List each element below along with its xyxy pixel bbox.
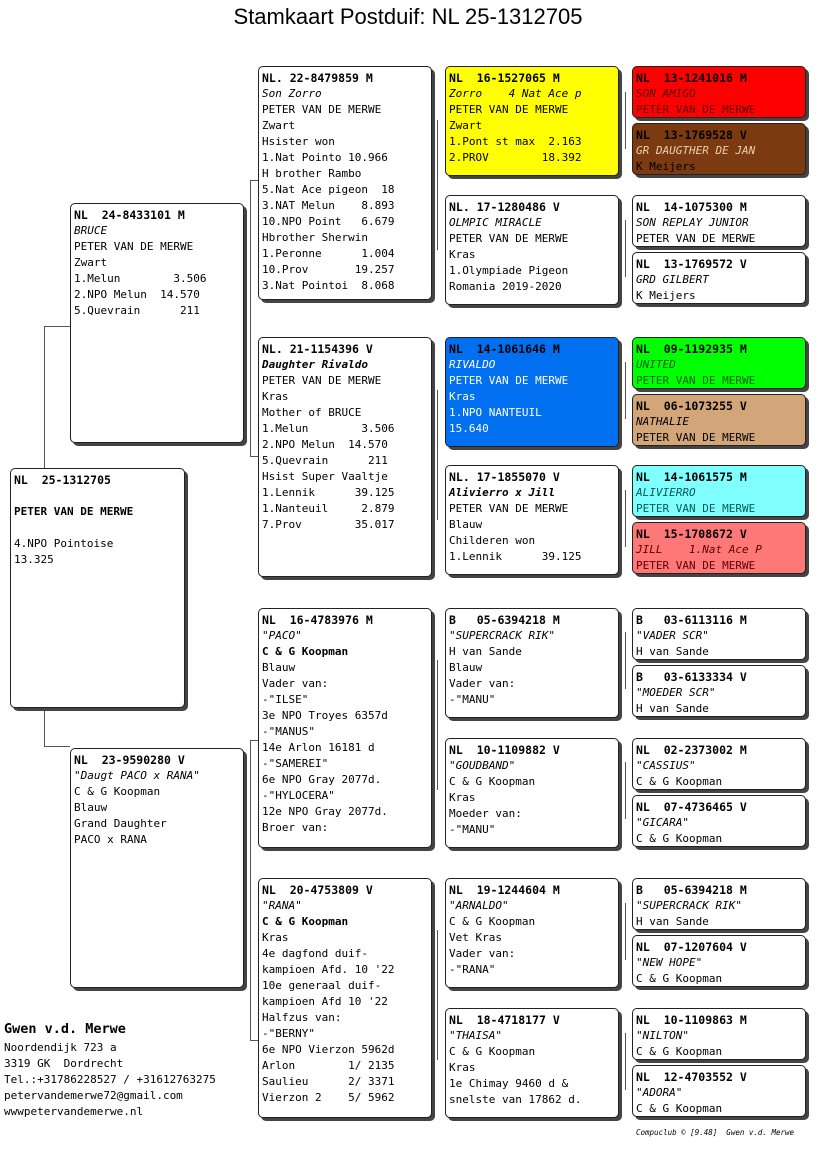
ancestor-card[interactable] xyxy=(632,465,806,517)
ring-number: NL 19-1244604 M xyxy=(449,883,560,897)
pigeon-name: Zorro 4 Nat Ace p xyxy=(449,87,582,100)
ancestor-card[interactable] xyxy=(632,878,806,930)
detail-line: Blauw xyxy=(449,661,483,674)
detail-line: 1.Melun 3.506 xyxy=(74,272,207,285)
pigeon-name: GRD GILBERT xyxy=(636,273,709,286)
ring-number: NL 14-1075300 M xyxy=(636,200,747,214)
pigeon-name: "VADER SCR" xyxy=(636,629,709,642)
ancestor-card[interactable] xyxy=(632,795,806,847)
detail-line: 1.Lennik 39.125 xyxy=(262,486,395,499)
owner: H van Sande xyxy=(636,702,709,715)
ring-number: NL 10-1109882 V xyxy=(449,743,560,757)
detail-line: Blauw xyxy=(262,661,296,674)
detail-line: -"HYLOCERA" xyxy=(262,789,335,802)
ring-number: NL 13-1769572 V xyxy=(636,257,747,271)
breeder-city: 3319 GK Dordrecht xyxy=(4,1057,124,1070)
pigeon-name: JILL 1.Nat Ace P xyxy=(636,543,762,556)
owner: C & G Koopman xyxy=(636,972,723,985)
detail-line: Romania 2019-2020 xyxy=(449,280,562,293)
ring-number: NL 13-1241016 M xyxy=(636,71,747,85)
ancestor-card[interactable] xyxy=(632,66,806,118)
connector-line xyxy=(625,762,626,819)
detail-line: Hsist Super Vaaltje xyxy=(262,470,388,483)
pigeon-name: "RANA" xyxy=(262,899,302,912)
ring-number: NL 09-1192935 M xyxy=(636,342,747,356)
pigeon-name: "ADORA" xyxy=(636,1086,683,1099)
detail-line: 10.NPO Point 6.679 xyxy=(262,215,395,228)
detail-line: 6e NPO Gray 2077d. xyxy=(262,773,382,786)
detail-line: kampioen Afd 10 '22 xyxy=(262,995,388,1008)
owner: K Meijers xyxy=(636,160,696,173)
great-grandparent-card[interactable] xyxy=(445,878,619,988)
owner: PETER VAN DE MERWE xyxy=(636,103,756,116)
ancestor-card[interactable] xyxy=(632,935,806,987)
owner: PETER VAN DE MERWE xyxy=(636,559,756,572)
dam-card[interactable] xyxy=(70,748,244,988)
detail-line: -"ILSE" xyxy=(262,693,309,706)
great-grandparent-card[interactable] xyxy=(445,195,619,305)
ancestor-card[interactable] xyxy=(632,337,806,389)
owner: PETER VAN DE MERWE xyxy=(74,240,194,253)
ring-number: NL 07-4736465 V xyxy=(636,800,747,814)
detail-line: Hsister won xyxy=(262,135,335,148)
detail-line: 3.Nat Pointoi 8.068 xyxy=(262,279,395,292)
pigeon-name: "Daugt PACO x RANA" xyxy=(74,769,200,782)
ancestor-card[interactable] xyxy=(632,1008,806,1060)
ring-number: NL 15-1708672 V xyxy=(636,527,747,541)
connector-line xyxy=(44,326,70,327)
detail-line: snelste van 17862 d. xyxy=(449,1093,582,1106)
ring-number: B 05-6394218 M xyxy=(449,613,560,627)
connector-line xyxy=(625,362,626,419)
detail-line: Saulieu 2/ 3371 xyxy=(262,1075,395,1088)
ring-number: NL 25-1312705 xyxy=(14,473,111,487)
detail-line: Moeder van: xyxy=(449,807,522,820)
owner: PETER VAN DE MERWE xyxy=(262,103,382,116)
connector-line xyxy=(625,490,626,547)
breeder-address: Noordendijk 723 a xyxy=(4,1041,117,1054)
great-grandparent-card[interactable] xyxy=(445,1008,619,1118)
detail-line: 1e Chimay 9460 d & xyxy=(449,1077,569,1090)
detail-line: Halfzus van: xyxy=(262,1011,342,1024)
footer-credit: Compuclub © [9.48] Gwen v.d. Merwe xyxy=(636,1128,795,1137)
owner: PETER VAN DE MERWE xyxy=(449,103,569,116)
pigeon-name: "CASSIUS" xyxy=(636,759,696,772)
detail-line: Vader van: xyxy=(449,947,516,960)
pigeon-name: Daughter Rivaldo xyxy=(262,358,368,371)
pigeon-name: "ARNALDO" xyxy=(449,899,509,912)
owner: PETER VAN DE MERWE xyxy=(636,431,756,444)
detail-line: 3.NAT Melun 8.893 xyxy=(262,199,395,212)
breeder-info xyxy=(4,1018,216,1120)
detail-line: 13.325 xyxy=(14,553,54,566)
detail-line: H brother Rambo xyxy=(262,167,362,180)
detail-line: 1.NPO NANTEUIL xyxy=(449,406,542,419)
pigeon-name: BRUCE xyxy=(74,224,108,237)
ring-number: NL 14-1061646 M xyxy=(449,342,560,356)
ring-number: NL. 17-1855070 V xyxy=(449,470,560,484)
grandparent-card[interactable] xyxy=(258,66,432,300)
pigeon-name: "THAISA" xyxy=(449,1029,502,1042)
pigeon-name: OLMPIC MIRACLE xyxy=(449,216,542,229)
ancestor-card[interactable] xyxy=(632,1065,806,1117)
detail-line: 4.NPO Pointoise xyxy=(14,537,114,550)
detail-line: Blauw xyxy=(449,518,483,531)
connector-line xyxy=(437,120,438,250)
connector-line xyxy=(437,390,438,520)
detail-line: 3e NPO Troyes 6357d xyxy=(262,709,388,722)
detail-line: 1.Pont st max 2.163 xyxy=(449,135,582,148)
owner: C & G Koopman xyxy=(636,775,723,788)
pigeon-name: "SUPERCRACK RIK" xyxy=(449,629,555,642)
ring-number: NL 02-2373002 M xyxy=(636,743,747,757)
detail-line: -"MANUS" xyxy=(262,725,315,738)
ancestor-card[interactable] xyxy=(632,394,806,446)
detail-line: Kras xyxy=(449,390,476,403)
connector-line xyxy=(250,456,258,457)
ring-number: NL 16-1527065 M xyxy=(449,71,560,85)
detail-line: Kras xyxy=(449,791,476,804)
owner: PETER VAN DE MERWE xyxy=(636,502,756,515)
breeder-website[interactable]: wwwpetervandemerwe.nl xyxy=(4,1105,144,1118)
detail-line: Arlon 1/ 2135 xyxy=(262,1059,395,1072)
ring-number: NL. 17-1280486 V xyxy=(449,200,560,214)
pigeon-name: UNITED xyxy=(636,358,676,371)
breeder-email[interactable]: petervandemerwe72@gmail.com xyxy=(4,1089,183,1102)
ring-number: NL 10-1109863 M xyxy=(636,1013,747,1027)
pigeon-name: ALIVIERRO xyxy=(636,486,696,499)
subject-pigeon-card[interactable] xyxy=(10,468,185,708)
ring-number: NL 23-9590280 V xyxy=(74,753,185,767)
ring-number: B 03-6133334 V xyxy=(636,670,747,684)
connector-line xyxy=(437,930,438,1060)
owner: C & G Koopman xyxy=(449,1045,536,1058)
breeder-name: Gwen v.d. Merwe xyxy=(4,1021,126,1037)
ancestor-card[interactable] xyxy=(632,195,806,247)
ring-number: NL 07-1207604 V xyxy=(636,940,747,954)
owner: C & G Koopman xyxy=(636,832,723,845)
owner: PETER VAN DE MERWE xyxy=(636,232,756,245)
detail-line: Kras xyxy=(449,1061,476,1074)
owner: H van Sande xyxy=(449,645,522,658)
pigeon-name: "PACO" xyxy=(262,629,302,642)
detail-line: -"MANU" xyxy=(449,823,496,836)
detail-line: 5.Nat Ace pigeon 18 xyxy=(262,183,395,196)
grandparent-card[interactable] xyxy=(258,878,432,1118)
ancestor-card[interactable] xyxy=(632,252,806,304)
connector-line xyxy=(250,180,258,181)
owner: C & G Koopman xyxy=(636,1045,723,1058)
detail-line: 6e NPO Vierzon 5962d xyxy=(262,1043,395,1056)
ring-number: NL 14-1061575 M xyxy=(636,470,747,484)
ring-number: NL 12-4703552 V xyxy=(636,1070,747,1084)
detail-line: Childeren won xyxy=(449,534,536,547)
ring-number: NL. 22-8479859 M xyxy=(262,71,373,85)
pigeon-name: "NEW HOPE" xyxy=(636,956,703,969)
great-grandparent-card[interactable] xyxy=(445,337,619,447)
detail-line: Kras xyxy=(449,248,476,261)
detail-line: kampioen Afd. 10 '22 xyxy=(262,963,395,976)
ring-number: NL 24-8433101 M xyxy=(74,208,185,222)
great-grandparent-card[interactable] xyxy=(445,465,619,575)
grandparent-card[interactable] xyxy=(258,337,432,577)
ancestor-card[interactable] xyxy=(632,522,806,574)
detail-line: Kras xyxy=(262,931,289,944)
owner: K Meijers xyxy=(636,289,696,302)
detail-line: Zwart xyxy=(449,119,483,132)
ring-number: NL 06-1073255 V xyxy=(636,399,747,413)
ring-number: NL. 21-1154396 V xyxy=(262,342,373,356)
pigeon-name: NATHALIE xyxy=(636,415,689,428)
pigeon-name: Alivierro x Jill xyxy=(449,486,555,499)
ancestor-card[interactable] xyxy=(632,608,806,660)
connector-line xyxy=(44,746,70,747)
pigeon-name: Son Zorro xyxy=(262,87,322,100)
owner: PETER VAN DE MERWE xyxy=(262,374,382,387)
detail-line: Zwart xyxy=(74,256,108,269)
ring-number: NL 20-4753809 V xyxy=(262,883,373,897)
pigeon-name: "GICARA" xyxy=(636,816,689,829)
great-grandparent-card[interactable] xyxy=(445,608,619,718)
spacer xyxy=(14,488,180,504)
detail-line: -"MANU" xyxy=(449,693,496,706)
detail-line: 12e NPO Gray 2077d. xyxy=(262,805,388,818)
ancestor-card[interactable] xyxy=(632,665,806,717)
detail-line: 1.Lennik 39.125 xyxy=(449,550,582,563)
pigeon-name: GR DAUGTHER DE JAN xyxy=(636,144,756,157)
detail-line: Broer van: xyxy=(262,821,329,834)
detail-line: Blauw xyxy=(74,801,108,814)
detail-line: 1.Nat Pointo 10.966 xyxy=(262,151,388,164)
owner: PETER VAN DE MERWE xyxy=(14,505,134,518)
detail-line: 2.NPO Melun 14.570 xyxy=(74,288,200,301)
ring-number: NL 16-4783976 M xyxy=(262,613,373,627)
connector-line xyxy=(437,660,438,790)
detail-line: Kras xyxy=(262,390,289,403)
ring-number: B 05-6394218 M xyxy=(636,883,747,897)
ring-number: NL 13-1769528 V xyxy=(636,128,747,142)
detail-line: Mother of BRUCE xyxy=(262,406,362,419)
detail-line: Vader van: xyxy=(262,677,329,690)
connector-line xyxy=(625,1033,626,1090)
connector-line xyxy=(250,740,258,741)
owner: C & G Koopman xyxy=(449,775,536,788)
detail-line: Hbrother Sherwin xyxy=(262,231,368,244)
detail-line: 2.PROV 18.392 xyxy=(449,151,582,164)
detail-line: 10.Prov 19.257 xyxy=(262,263,395,276)
page-title: Stamkaart Postduif: NL 25-1312705 xyxy=(233,4,583,29)
detail-line: 1.Olympiade Pigeon xyxy=(449,264,569,277)
connector-line xyxy=(625,903,626,960)
pigeon-name: "SUPERCRACK RIK" xyxy=(636,899,742,912)
spacer xyxy=(14,520,180,536)
pigeon-name: "GOUDBAND" xyxy=(449,759,516,772)
detail-line: Vet Kras xyxy=(449,931,502,944)
detail-line: 14e Arlon 16181 d xyxy=(262,741,375,754)
connector-line xyxy=(625,632,626,689)
ring-number: B 03-6113116 M xyxy=(636,613,747,627)
detail-line: 5.Quevrain 211 xyxy=(262,454,388,467)
connector-line xyxy=(250,1040,258,1041)
detail-line: 4e dagfond duif- xyxy=(262,947,368,960)
detail-line: 2.NPO Melun 14.570 xyxy=(262,438,388,451)
pigeon-name: SON REPLAY JUNIOR xyxy=(636,216,749,229)
owner: PETER VAN DE MERWE xyxy=(449,232,569,245)
ring-number: NL 18-4718177 V xyxy=(449,1013,560,1027)
connector-line xyxy=(250,180,251,456)
detail-line: 15.640 xyxy=(449,422,489,435)
detail-line: 10e generaal duif- xyxy=(262,979,382,992)
owner: C & G Koopman xyxy=(262,915,349,928)
detail-line: Grand Daughter xyxy=(74,817,167,830)
detail-line: -"SAMEREI" xyxy=(262,757,329,770)
connector-line xyxy=(250,740,251,1040)
ancestor-card[interactable] xyxy=(632,123,806,175)
owner: H van Sande xyxy=(636,645,709,658)
detail-line: PACO x RANA xyxy=(74,833,147,846)
pigeon-name: "NILTON" xyxy=(636,1029,689,1042)
owner: H van Sande xyxy=(636,915,709,928)
detail-line: 1.Peronne 1.004 xyxy=(262,247,395,260)
pigeon-name: "MOEDER SCR" xyxy=(636,686,716,699)
owner: C & G Koopman xyxy=(74,785,161,798)
great-grandparent-card[interactable] xyxy=(445,66,619,176)
detail-line: Vader van: xyxy=(449,677,516,690)
breeder-phone: Tel.:+31786228527 / +31612763275 xyxy=(4,1073,216,1086)
owner: C & G Koopman xyxy=(636,1102,723,1115)
ancestor-card[interactable] xyxy=(632,738,806,790)
pigeon-name: SON AMIGO xyxy=(636,87,696,100)
connector-line xyxy=(625,92,626,149)
detail-line: -"BERNY" xyxy=(262,1027,315,1040)
owner: C & G Koopman xyxy=(449,915,536,928)
detail-line: Vierzon 2 5/ 5962 xyxy=(262,1091,395,1104)
pigeon-name: RIVALDO xyxy=(449,358,496,371)
detail-line: -"RANA" xyxy=(449,963,496,976)
detail-line: 1.Melun 3.506 xyxy=(262,422,395,435)
detail-line: 1.Nanteuil 2.879 xyxy=(262,502,395,515)
great-grandparent-card[interactable] xyxy=(445,738,619,848)
connector-line xyxy=(625,220,626,277)
owner: C & G Koopman xyxy=(262,645,349,658)
sire-card[interactable] xyxy=(70,203,244,443)
owner: PETER VAN DE MERWE xyxy=(636,374,756,387)
owner: PETER VAN DE MERWE xyxy=(449,502,569,515)
detail-line: 7.Prov 35.017 xyxy=(262,518,395,531)
owner: PETER VAN DE MERWE xyxy=(449,374,569,387)
detail-line: 5.Quevrain 211 xyxy=(74,304,200,317)
detail-line: Zwart xyxy=(262,119,296,132)
grandparent-card[interactable] xyxy=(258,608,432,848)
